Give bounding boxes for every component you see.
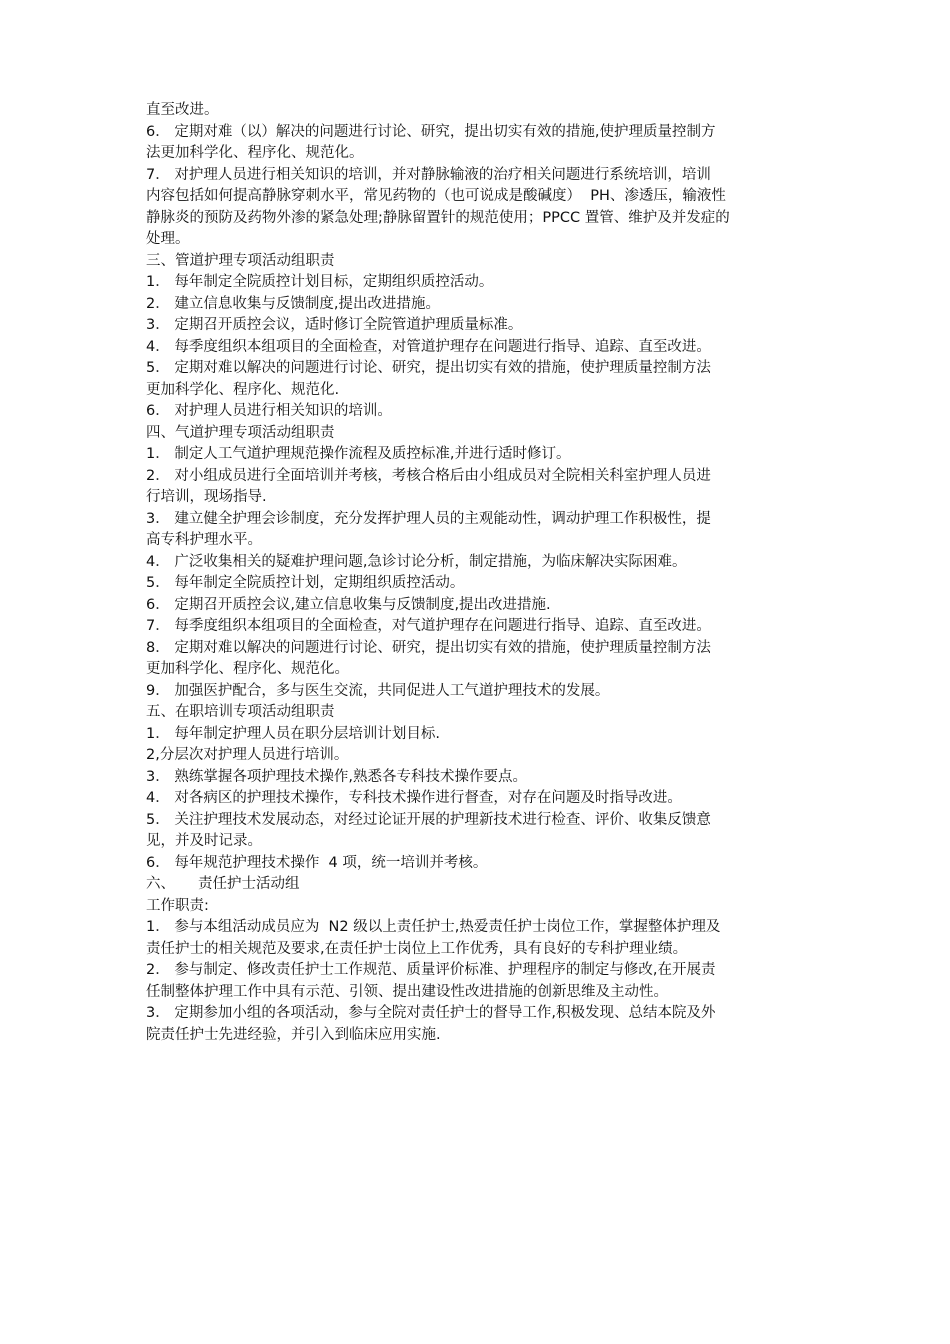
document-line: 1． 制定人工气道护理规范操作流程及质控标准,并进行适时修订。 — [146, 446, 571, 462]
document-line: 5． 关注护理技术发展动态，对经过论证开展的护理新技术进行检查、评价、收集反馈意 — [146, 811, 711, 828]
document-line: 高专科护理水平。 — [146, 532, 262, 548]
document-line: 内容包括如何提高静脉穿刺水平，常见药物的（也可说成是酸碱度） PH、渗透压，输液性 — [146, 188, 726, 204]
document-line: 三、管道护理专项活动组职责 — [146, 252, 335, 269]
document-line: 2． 建立信息收集与反馈制度,提出改进措施。 — [146, 295, 440, 312]
document-line: 5． 每年制定全院质控计划，定期组织质控活动。 — [146, 575, 465, 591]
document-line: 4． 每季度组织本组项目的全面检查，对管道护理存在问题进行指导、追踪、直至改进。 — [146, 338, 711, 355]
document-line: 四、气道护理专项活动组职责 — [146, 424, 335, 441]
document-line: 4． 广泛收集相关的疑难护理问题,急诊讨论分析，制定措施，为临床解决实际困难。 — [146, 553, 687, 570]
document-line: 直至改进。 — [146, 102, 219, 118]
document-line: 3． 定期召开质控会议，适时修订全院管道护理质量标准。 — [146, 317, 523, 333]
document-line: 3． 定期参加小组的各项活动，参与全院对责任护士的督导工作,积极发现、总结本院及外 — [146, 1005, 716, 1021]
document-line: 工作职责: — [146, 897, 209, 914]
document-line: 9． 加强医护配合，多与医生交流，共同促进人工气道护理技术的发展。 — [146, 682, 610, 699]
document-line: 3． 建立健全护理会诊制度，充分发挥护理人员的主观能动性，调动护理工作积极性，提 — [146, 510, 711, 527]
document-line: 更加科学化、程序化、规范化. — [146, 381, 340, 398]
document-line: 5． 定期对难以解决的问题进行讨论、研究，提出切实有效的措施，使护理质量控制方法 — [146, 360, 711, 376]
document-line: 3． 熟练掌握各项护理技术操作,熟悉各专科技术操作要点。 — [146, 768, 527, 785]
document-line: 2． 参与制定、修改责任护士工作规范、质量评价标准、护理程序的制定与修改,在开展责 — [146, 962, 716, 978]
document-line: 静脉炎的预防及药物外渗的紧急处理;静脉留置针的规范使用；PPCC 置管、维护及并发症的 — [146, 209, 730, 226]
document-line: 任制整体护理工作中具有示范、引领、提出建设性改进措施的创新思维及主动性。 — [146, 983, 668, 1000]
document-line: 六、 责任护士活动组 — [146, 876, 300, 892]
document-page — [146, 100, 806, 1046]
document-line: 见，并及时记录。 — [146, 833, 262, 849]
document-line: 处理。 — [146, 231, 190, 247]
document-line: 6． 每年规范护理技术操作 4 项，统一培训并考核。 — [146, 854, 488, 871]
document-line: 6． 定期召开质控会议,建立信息收集与反馈制度,提出改进措施. — [146, 596, 551, 613]
document-line: 6． 定期对难（以）解决的问题进行讨论、研究，提出切实有效的措施,使护理质量控制方 — [146, 123, 716, 140]
document-line: 更加科学化、程序化、规范化。 — [146, 661, 349, 677]
document-line: 责任护士的相关规范及要求,在责任护士岗位上工作优秀，具有良好的专科护理业绩。 — [146, 940, 688, 957]
document-line: 2． 对小组成员进行全面培训并考核，考核合格后由小组成员对全院相关科室护理人员进 — [146, 467, 711, 484]
document-line: 8． 定期对难以解决的问题进行讨论、研究，提出切实有效的措施，使护理质量控制方法 — [146, 639, 711, 656]
document-line: 2,分层次对护理人员进行培训。 — [146, 747, 349, 763]
document-line: 7． 对护理人员进行相关知识的培训，并对静脉输液的治疗相关问题进行系统培训，培训 — [146, 166, 711, 183]
document-line: 1． 参与本组活动成员应为 N2 级以上责任护士,热爱责任护士岗位工作，掌握整体护理及 — [146, 919, 721, 935]
document-line: 1． 每年制定全院质控计划目标，定期组织质控活动。 — [146, 274, 494, 290]
document-line: 法更加科学化、程序化、规范化。 — [146, 145, 364, 161]
document-line: 五、在职培训专项活动组职责 — [146, 704, 335, 720]
document-line: 4． 对各病区的护理技术操作，专科技术操作进行督查，对存在问题及时指导改进。 — [146, 790, 682, 806]
document-line: 行培训，现场指导. — [146, 489, 267, 505]
document-line: 7． 每季度组织本组项目的全面检查，对气道护理存在问题进行指导、追踪、直至改进。 — [146, 618, 711, 634]
document-line: 6． 对护理人员进行相关知识的培训。 — [146, 403, 392, 419]
document-line: 1． 每年制定护理人员在职分层培训计划目标. — [146, 725, 440, 742]
document-line: 院责任护士先进经验，并引入到临床应用实施. — [146, 1026, 441, 1043]
